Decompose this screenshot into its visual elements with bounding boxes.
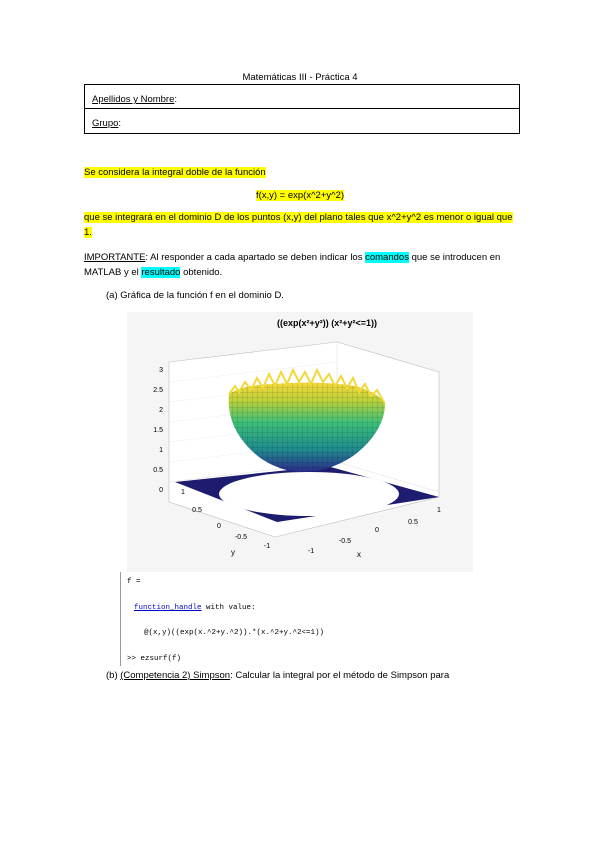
z-tick: 1 [159, 447, 163, 454]
y-tick: 0 [217, 523, 221, 530]
y-tick: 1 [181, 489, 185, 496]
highlight-commands: comandos [365, 252, 409, 263]
important-label: IMPORTANTE [84, 252, 146, 263]
domain-text: que se integrará en el dominio D de los puntos (x,y) del plano tales que x^2+y^2 es menor o igual que 1. [84, 212, 513, 238]
plot-title: ((exp(x²+y²)) (x²+y²<=1)) [276, 318, 378, 328]
y-axis-label: y [231, 548, 235, 557]
highlight-result: resultado [141, 267, 181, 278]
y-tick: -0.5 [234, 534, 248, 541]
z-tick: 0.5 [153, 467, 163, 474]
x-tick: -0.5 [338, 538, 352, 545]
z-tick: 1.5 [153, 427, 163, 434]
surface-plot-figure [127, 312, 473, 572]
item-b-heading: (Competencia 2) Simpson [120, 670, 231, 681]
z-tick: 2.5 [153, 387, 163, 394]
console-var: f = [127, 578, 141, 586]
item-a: (a) Gráfica de la función f en el dominio D. [106, 290, 284, 301]
console-handle-line: function_handle with value: [134, 604, 256, 612]
important-note: IMPORTANTE: Al responder a cada apartado se deben indicar los comandos que se introducen en MATLAB y el resultado obtenido. [84, 252, 501, 278]
function-handle-link[interactable]: function_handle [134, 604, 202, 612]
intro-text: Se considera la integral doble de la función [84, 167, 266, 178]
x-axis-label: x [357, 550, 361, 559]
y-tick: -1 [263, 543, 271, 550]
surface-plot [127, 312, 473, 572]
page-title: Matemáticas III - Práctica 4 [242, 72, 358, 83]
group-row: Grupo: [92, 118, 122, 129]
x-tick: 1 [437, 507, 441, 514]
console-prompt: >> ezsurf(f) [127, 655, 182, 663]
z-tick: 2 [159, 407, 163, 414]
x-tick: 0.5 [408, 519, 418, 526]
student-info-box [84, 84, 520, 134]
x-tick: -1 [307, 548, 315, 555]
name-row: Apellidos y Nombre: [85, 85, 519, 109]
formula: f(x,y) = exp(x^2+y^2) [255, 190, 345, 201]
z-tick: 3 [159, 367, 163, 374]
name-label: Apellidos y Nombre [92, 94, 175, 105]
console-expression: @(x,y)((exp(x.^2+y.^2)).*(x.^2+y.^2<=1)) [144, 629, 325, 637]
z-tick: 0 [159, 487, 163, 494]
x-tick: 0 [375, 527, 379, 534]
console-margin [120, 572, 127, 666]
y-tick: 0.5 [192, 507, 202, 514]
item-b: (b) (Competencia 2) Simpson: Calcular la integral por el método de Simpson para [106, 670, 450, 681]
group-label: Grupo [92, 118, 119, 129]
